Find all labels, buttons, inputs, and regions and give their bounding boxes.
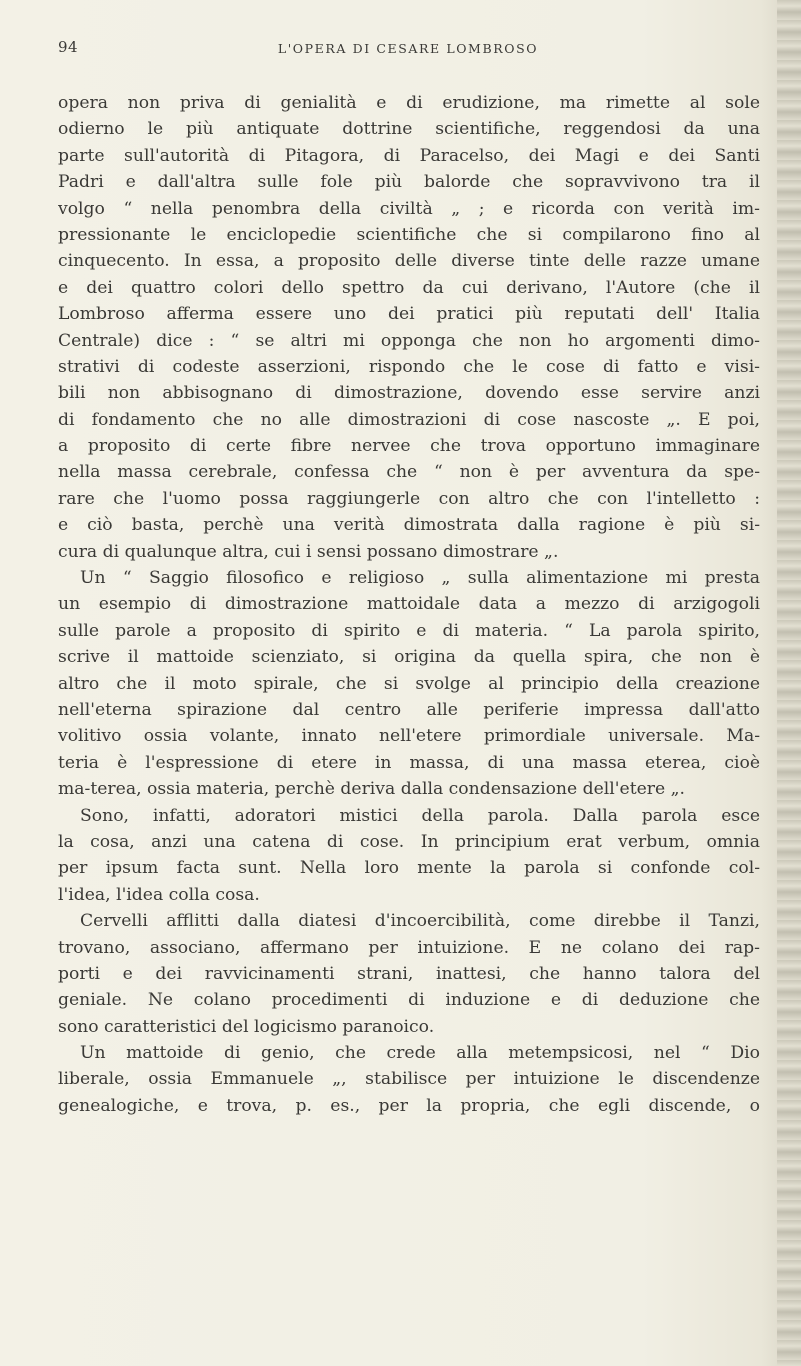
text-line: e dei quattro colori dello spettro da cui derivano, l'Autore (che il bbox=[58, 277, 760, 298]
page-header bbox=[58, 38, 758, 62]
text-line: la cosa, anzi una catena di cose. In principium erat verbum, omnia bbox=[58, 831, 760, 852]
running-head: L'OPERA DI CESARE LOMBROSO bbox=[277, 41, 539, 56]
text-line: volitivo ossia volante, innato nell'etere primordiale universale. Ma- bbox=[58, 726, 760, 747]
text-line: teria è l'espressione di etere in massa, di una massa eterea, cioè bbox=[58, 752, 760, 773]
text-line: sono caratteristici del logicismo paranoico. bbox=[58, 1016, 435, 1037]
text-line: Un mattoide di genio, che crede alla metempsicosi, nel “ Dio bbox=[80, 1043, 760, 1064]
page-number: 94 bbox=[58, 38, 79, 56]
body-text bbox=[58, 90, 760, 1119]
text-line: strativi di codeste asserzioni, rispondo che le cose di fatto e visi- bbox=[58, 356, 760, 377]
text-line: Centrale) dice : “ se altri mi opponga che non ho argomenti dimo- bbox=[58, 330, 760, 351]
text-line: Un “ Saggio filosofico e religioso „ sulla alimentazione mi presta bbox=[80, 568, 760, 589]
text-line: cinquecento. In essa, a proposito delle diverse tinte delle razze umane bbox=[58, 251, 760, 272]
text-line: ma-terea, ossia materia, perchè deriva dalla condensazione dell'etere „. bbox=[58, 779, 685, 800]
text-line: Sono, infatti, adoratori mistici della parola. Dalla parola esce bbox=[80, 805, 760, 826]
text-line: trovano, associano, affermano per intuizione. E ne colano dei rap- bbox=[58, 937, 760, 958]
text-line: odierno le più antiquate dottrine scientifiche, reggendosi da una bbox=[58, 119, 760, 140]
text-line: volgo “ nella penombra della civiltà „ ; e ricorda con verità im- bbox=[58, 198, 760, 219]
text-line: porti e dei ravvicinamenti strani, inattesi, che hanno talora del bbox=[58, 963, 760, 984]
text-line: per ipsum facta sunt. Nella loro mente la parola si confonde col- bbox=[58, 858, 760, 879]
text-line: Padri e dall'altra sulle fole più balorde che sopravvivono tra il bbox=[58, 172, 760, 193]
text-line: sulle parole a proposito di spirito e di materia. “ La parola spirito, bbox=[58, 620, 760, 641]
text-line: e ciò basta, perchè una verità dimostrata dalla ragione è più si- bbox=[58, 515, 760, 536]
text-line: geniale. Ne colano procedimenti di induzione e di deduzione che bbox=[58, 990, 760, 1011]
text-line: altro che il moto spirale, che si svolge al principio della creazione bbox=[58, 673, 760, 694]
text-line: a proposito di certe fibre nervee che trova opportuno immaginare bbox=[58, 436, 760, 457]
text-line: cura di qualunque altra, cui i sensi possano dimostrare „. bbox=[58, 541, 559, 562]
text-line: l'idea, l'idea colla cosa. bbox=[58, 884, 260, 905]
page-edge-shadow bbox=[777, 0, 801, 1366]
text-line: nell'eterna spirazione dal centro alle periferie impressa dall'atto bbox=[58, 699, 760, 720]
text-line: liberale, ossia Emmanuele „, stabilisce per intuizione le discendenze bbox=[58, 1069, 760, 1090]
text-line: rare che l'uomo possa raggiungerle con altro che con l'intelletto : bbox=[58, 488, 760, 509]
text-line: genealogiche, e trova, p. es., per la propria, che egli discende, o bbox=[58, 1095, 760, 1116]
text-line: scrive il mattoide scienziato, si origina da quella spira, che non è bbox=[58, 647, 760, 668]
text-line: opera non priva di genialità e di erudizione, ma rimette al sole bbox=[58, 93, 760, 113]
text-line: parte sull'autorità di Pitagora, di Paracelso, dei Magi e dei Santi bbox=[58, 145, 760, 166]
text-line: pressionante le enciclopedie scientifiche che si compilarono fino al bbox=[58, 224, 760, 245]
text-line: un esempio di dimostrazione mattoidale data a mezzo di arzigogoli bbox=[58, 594, 760, 615]
text-line: Cervelli afflitti dalla diatesi d'incoercibilità, come direbbe il Tanzi, bbox=[80, 911, 760, 932]
text-line: bili non abbisognano di dimostrazione, dovendo esse servire anzi bbox=[58, 383, 760, 404]
text-line: di fondamento che no alle dimostrazioni di cose nascoste „. E poi, bbox=[58, 409, 760, 430]
text-line: Lombroso afferma essere uno dei pratici più reputati dell' Italia bbox=[58, 304, 760, 325]
text-line: nella massa cerebrale, confessa che “ non è per avventura da spe- bbox=[58, 462, 760, 483]
